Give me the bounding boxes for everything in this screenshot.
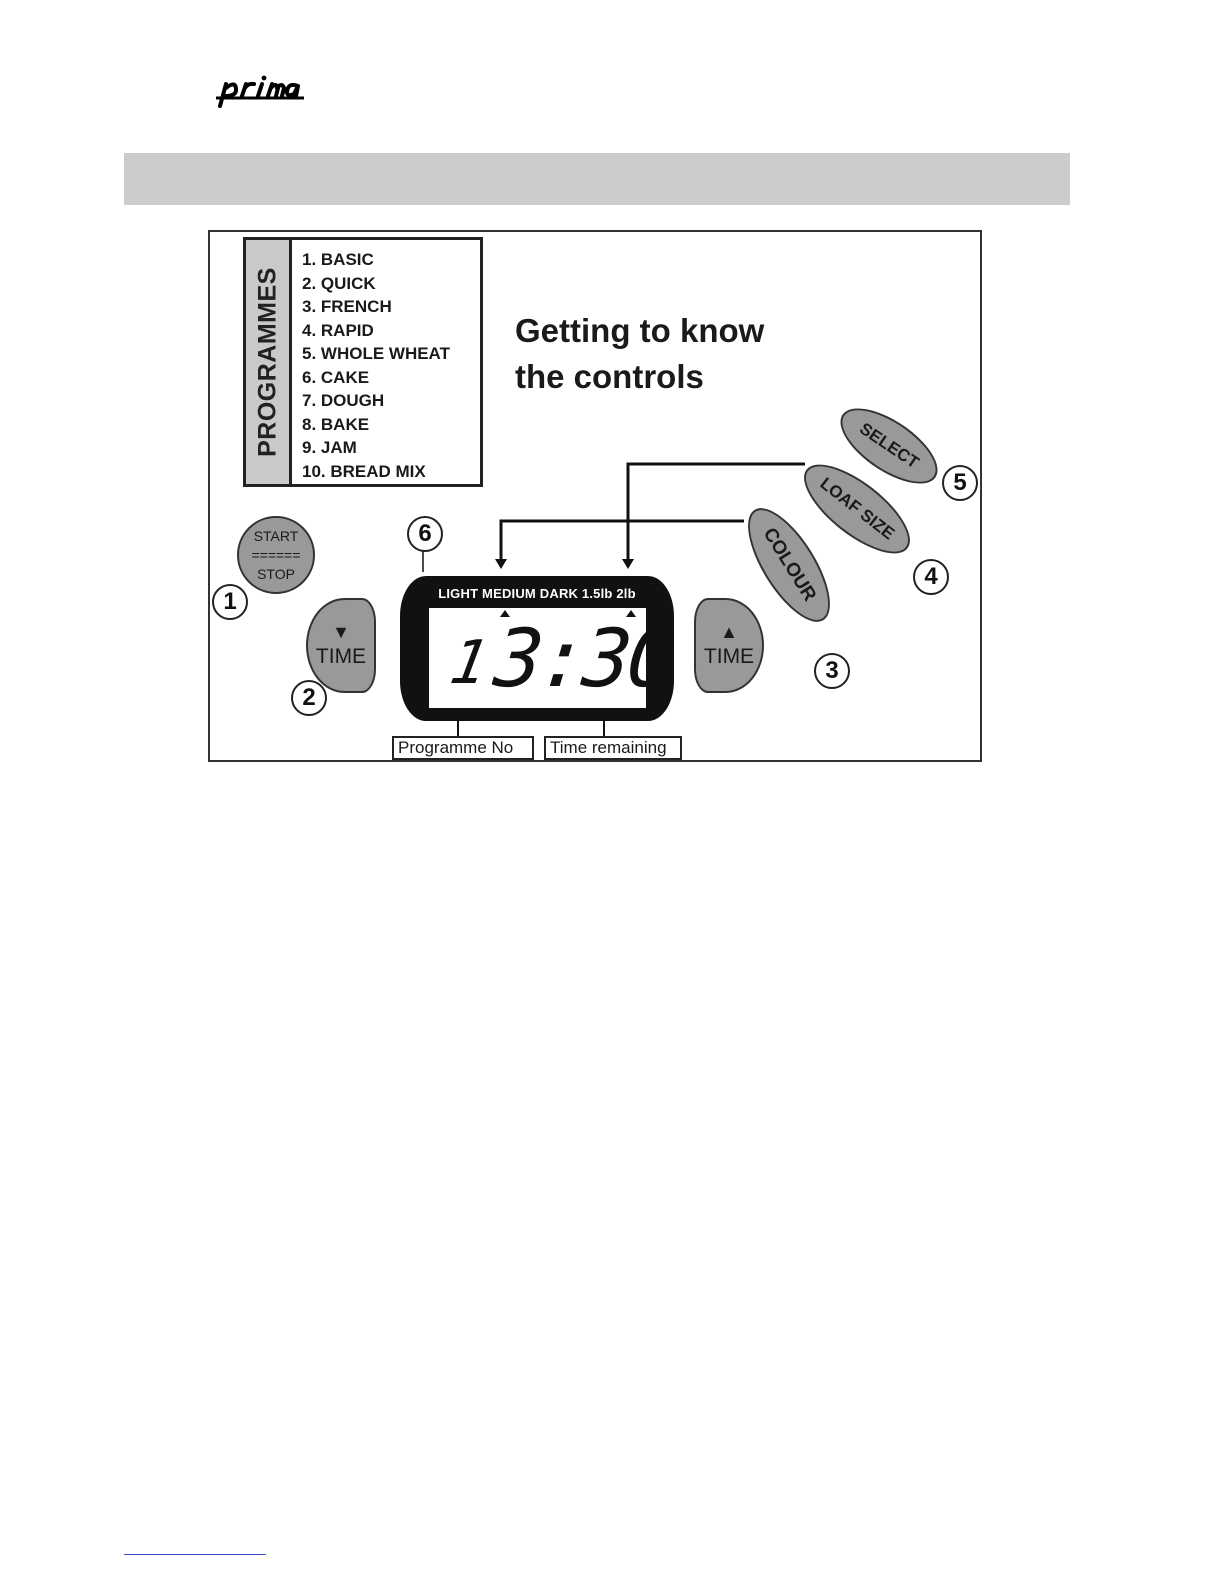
stop-label: STOP xyxy=(257,565,295,582)
select-label: SELECT xyxy=(856,418,923,473)
arrow-up-icon: ▲ xyxy=(720,621,738,642)
programme-item: 5. WHOLE WHEAT xyxy=(302,344,450,363)
programme-item: 9. JAM xyxy=(302,438,357,457)
callout-number-6: 6 xyxy=(407,516,443,552)
programme-item: 3. FRENCH xyxy=(302,297,392,316)
lcd-display xyxy=(400,576,677,721)
programmes-title: PROGRAMMES xyxy=(253,267,281,457)
programme-item: 7. DOUGH xyxy=(302,391,385,410)
programme-item: 10. BREAD MIX xyxy=(302,461,426,481)
header-band xyxy=(124,153,1070,205)
programmes-tab xyxy=(246,240,292,484)
time-down-label: TIME xyxy=(315,644,367,668)
figure-heading xyxy=(515,308,835,400)
heading-line-1: Getting to know xyxy=(515,312,765,349)
heading-line-2: the controls xyxy=(515,358,704,395)
start-label: START xyxy=(253,527,299,544)
programmes-panel xyxy=(243,237,483,487)
callout-number-2: 2 xyxy=(291,680,327,716)
lcd-programme-number: 1 xyxy=(444,628,494,698)
programme-item: 6. CAKE xyxy=(302,367,370,387)
colour-label: COLOUR xyxy=(758,524,821,606)
arrow-down-icon: ▼ xyxy=(332,621,350,642)
lcd-time-remaining: 3:30 xyxy=(490,612,677,705)
loaf-size-label: LOAF SIZE xyxy=(816,473,899,544)
time-up-label: TIME xyxy=(703,644,755,668)
callout-number-1: 1 xyxy=(212,584,248,620)
start-stop-button[interactable] xyxy=(237,516,315,594)
caption-time-remaining: Time remaining xyxy=(544,736,682,760)
callout-number-5: 5 xyxy=(942,465,978,501)
time-down-button[interactable] xyxy=(306,598,376,693)
programme-item: 8. BAKE xyxy=(302,414,370,434)
caption-programme-no: Programme No xyxy=(392,736,534,760)
callout-number-3: 3 xyxy=(814,653,850,689)
programme-list xyxy=(292,240,450,484)
prima-logo xyxy=(210,66,310,112)
footer-rule xyxy=(124,1554,266,1555)
programme-item: 2. QUICK xyxy=(302,273,376,293)
controls-figure xyxy=(208,230,982,762)
programme-item: 4. RAPID xyxy=(302,320,374,340)
display-indicator-labels: LIGHT MEDIUM DARK 1.5lb 2lb xyxy=(438,586,636,601)
separator-label: ====== xyxy=(251,546,301,563)
callout-number-4: 4 xyxy=(913,559,949,595)
programme-item: 1. BASIC xyxy=(302,250,374,269)
lcd-screen xyxy=(429,608,677,708)
